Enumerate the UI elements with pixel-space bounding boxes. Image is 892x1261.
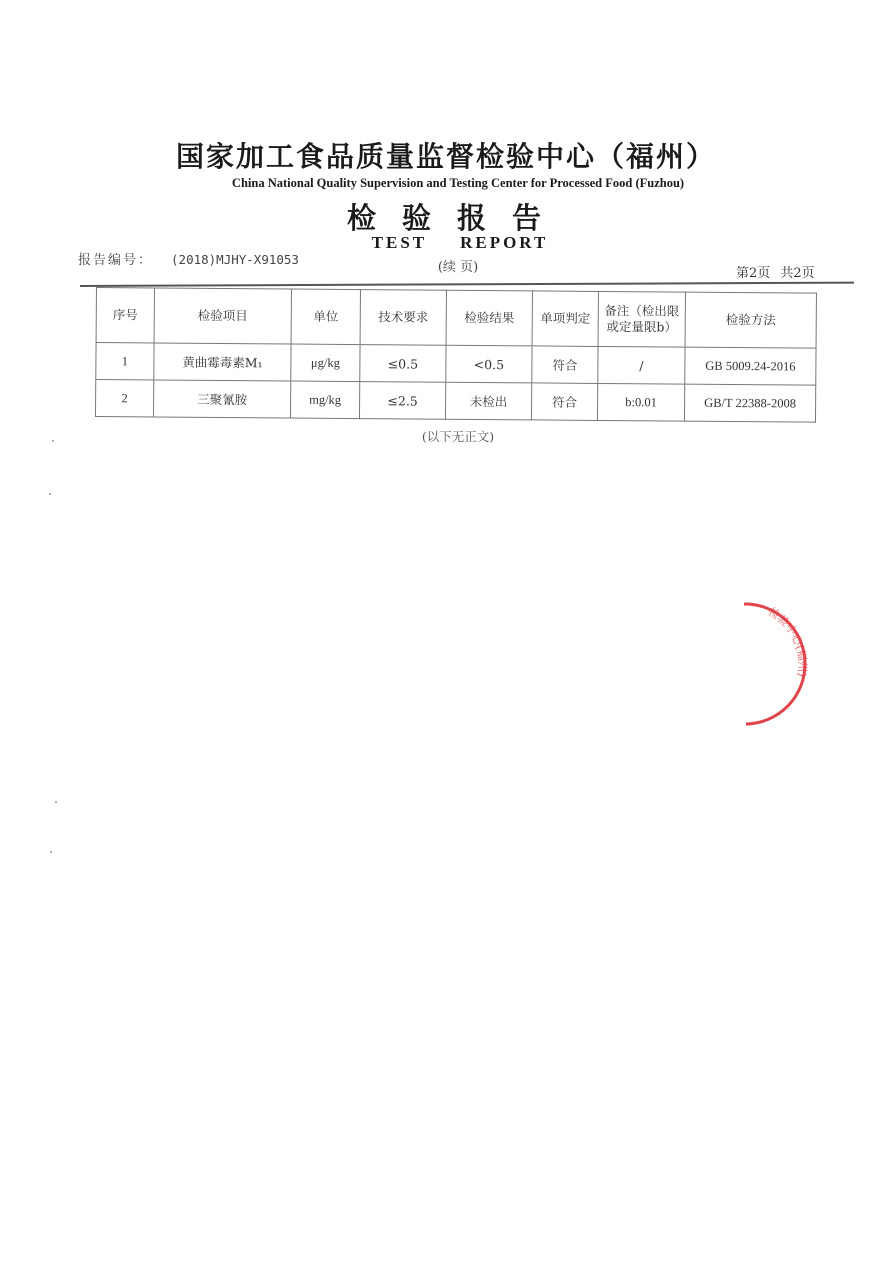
report-title-cn: 检验报告 xyxy=(346,201,567,235)
table-row xyxy=(95,380,815,423)
col-header-method: 检验方法 xyxy=(685,292,816,348)
table-row xyxy=(96,343,816,386)
cell-unit: mg/kg xyxy=(290,381,359,419)
cell-method: GB 5009.24-2016 xyxy=(685,347,816,385)
results-table-wrapper xyxy=(95,287,816,423)
continued-note: (续 页) xyxy=(437,260,479,275)
header-rule xyxy=(80,282,854,287)
cell-requirement: ≤2.5 xyxy=(359,382,445,420)
cell-item: 黄曲霉毒素M₁ xyxy=(154,343,291,381)
col-header-requirement: 技术要求 xyxy=(360,290,446,346)
report-title-en: TEST REPORT xyxy=(371,233,549,252)
col-header-item: 检验项目 xyxy=(154,288,291,344)
col-header-remark: 备注（检出限或定量限b） xyxy=(598,291,685,347)
cell-judgement: 符合 xyxy=(532,346,598,384)
scan-speck xyxy=(49,493,51,495)
cell-unit: μg/kg xyxy=(291,344,360,382)
report-number-value: (2018)MJHY-X91053 xyxy=(171,252,299,267)
cell-result: 未检出 xyxy=(445,382,531,420)
scan-speck xyxy=(52,440,54,442)
cell-judgement: 符合 xyxy=(531,383,597,421)
org-title-en: China National Quality Supervision and Testing Center for Processed Food (Fuzhou) xyxy=(231,176,685,190)
scan-speck xyxy=(55,801,57,803)
results-table xyxy=(95,287,817,423)
cell-no: 1 xyxy=(96,343,154,380)
seal-text: 检验中心(福州) xyxy=(765,605,809,678)
end-of-text-note: (以下无正文) xyxy=(421,429,495,444)
cell-item: 三聚氰胺 xyxy=(153,380,290,418)
official-seal xyxy=(700,600,830,730)
col-header-no: 序号 xyxy=(96,288,154,343)
cell-method: GB/T 22388-2008 xyxy=(684,384,815,422)
cell-remark: b:0.01 xyxy=(597,383,684,421)
col-header-unit: 单位 xyxy=(291,289,360,345)
org-title-cn: 国家加工食品质量监督检验中心（福州） xyxy=(175,140,716,173)
page-info: 第2页 共2页 xyxy=(736,266,815,281)
cell-remark: / xyxy=(598,346,685,384)
cell-no: 2 xyxy=(95,380,153,417)
scan-speck xyxy=(50,851,52,853)
cell-requirement: ≤0.5 xyxy=(360,345,446,383)
col-header-judgement: 单项判定 xyxy=(532,291,598,347)
table-header-row xyxy=(96,288,816,349)
col-header-result: 检验结果 xyxy=(446,290,532,346)
cell-result: <0.5 xyxy=(446,345,532,383)
report-number-label: 报告编号： xyxy=(78,253,154,268)
